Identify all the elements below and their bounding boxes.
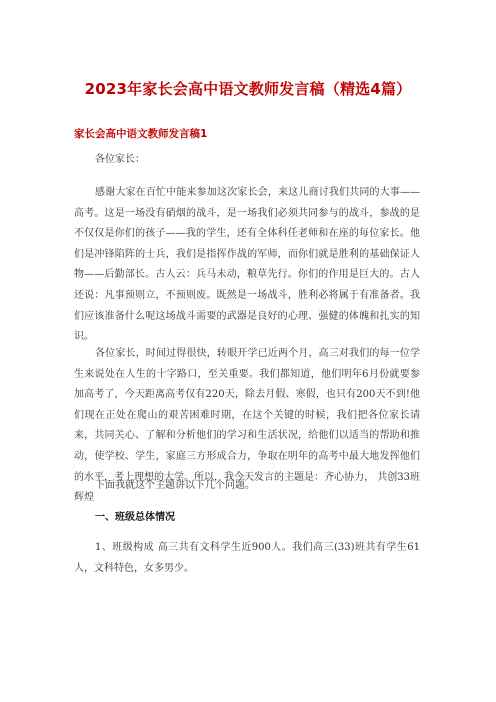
document-title: 2023年家长会高中语文教师发言稿（精选4篇） [84,80,412,98]
list-item-class-composition: 1、班级构成 高三共有文科学生近900人。我们高三(33)班共有学生61人，文科特色，女多男少。 [74,542,420,574]
paragraph-outline: 下面我就这个主题讲以下几个问题。 [95,480,255,491]
salutation: 各位家长： [95,154,145,165]
paragraph-theme: 各位家长，时间过得很快，转眼开学已近两个月，高三对我们的每一位学生来说处在人生的十字路口，至关重要。我们都知道，他们明年6月份就要参加高考了，今天距离高考仅有220天，除去月假、寒假，也只有200天不到!他们现在正处在爬山的艰苦困难时期，在这个关键的时候，我们把各位家长请来，共同关心、了解和分析他们的学习和生活状况，给他们以适当的帮助和推动，使学校、学生，家庭三方形成合力，争取在明年的高考中最大地发挥他们的水平，考上理想的大学。所以，我今天发言的主题是：齐心协力， 共创33班辉煌 [74,348,420,504]
subheading-class-overview: 一、班级总体情况 [95,512,175,523]
paragraph-intro: 感谢大家在百忙中能来参加这次家长会，来这儿商讨我们共同的大事——高考。这是一场没有硝烟的战斗，是一场我们必须共同参与的战斗，参战的是不仅仅是你们的孩子——我的学生，还有全体科任老师和在座的每位家长。他们是冲锋陷阵的士兵，我们是指挥作战的军师，而你们就是胜利的基础保证人物——后勤部长。古人云：兵马未动，粮草先行。你们的作用是巨大的。古人还说：凡事预则立，不预则废。既然是一场战斗，胜利必将属于有准备者。我们应该准备什么呢这场战斗需要的武器是良好的心理、强健的体魄和扎实的知识。 [74,187,420,343]
section-heading: 家长会高中语文教师发言稿1 [74,128,208,140]
